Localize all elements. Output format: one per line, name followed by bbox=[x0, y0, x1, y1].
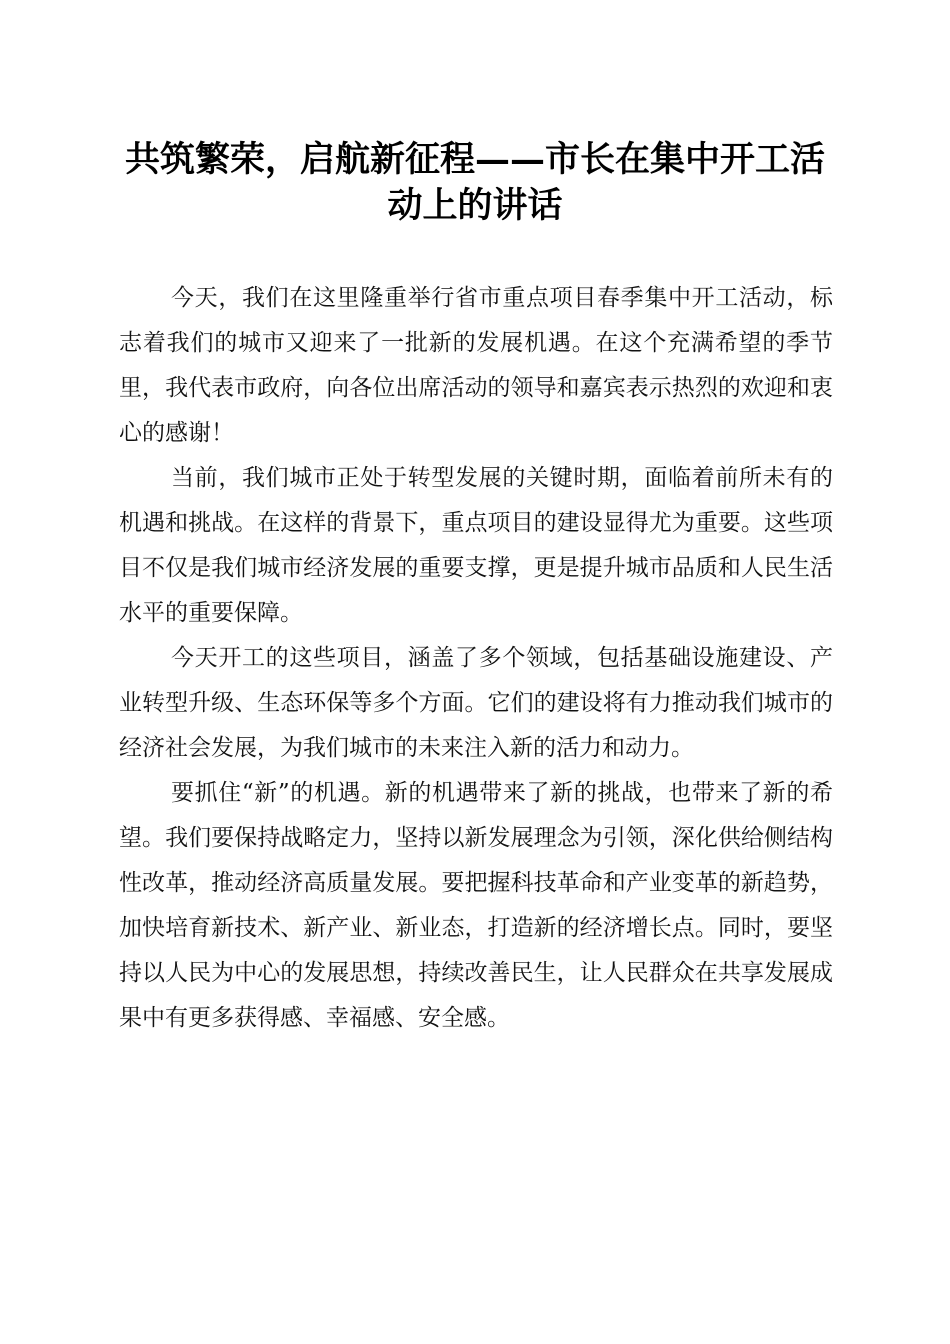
paragraph: 当前，我们城市正处于转型发展的关键时期，面临着前所未有的机遇和挑战。在这样的背景下，重点项目的建设显得尤为重要。这些项目不仅是我们城市经济发展的重要支撑，更是提升城市品质和人民生活水平的重要保障。 bbox=[119, 465, 833, 626]
paragraph: 要抓住“新”的机遇。新的机遇带来了新的挑战，也带来了新的希望。我们要保持战略定力，坚持以新发展理念为引领，深化供给侧结构性改革，推动经济高质量发展。要把握科技革命和产业变革的新趋势，加快培育新技术、新产业、新业态，打造新的经济增长点。同时，要坚持以人民为中心的发展思想，持续改善民生，让人民群众在共享发展成果中有更多获得感、幸福感、安全感。 bbox=[119, 780, 833, 1031]
paragraph: 今天开工的这些项目，涵盖了多个领域，包括基础设施建设、产业转型升级、生态环保等多个方面。它们的建设将有力推动我们城市的经济社会发展，为我们城市的未来注入新的活力和动力。 bbox=[119, 645, 833, 761]
document-title: 共筑繁荣，启航新征程——市长在集中开工活动上的讲话 bbox=[124, 139, 825, 226]
document-body bbox=[119, 276, 833, 1041]
paragraph: 今天，我们在这里隆重举行省市重点项目春季集中开工活动，标志着我们的城市又迎来了一批新的发展机遇。在这个充满希望的季节里，我代表市政府，向各位出席活动的领导和嘉宾表示热烈的欢迎和衷心的感谢！ bbox=[119, 285, 833, 446]
